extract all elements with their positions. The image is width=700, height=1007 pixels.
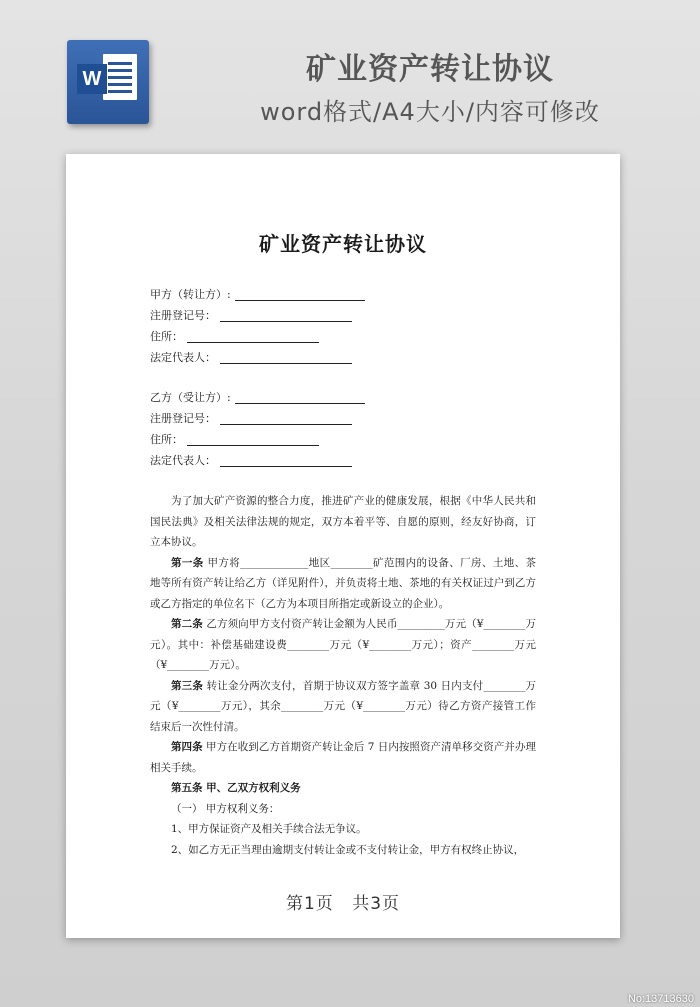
party-b-reg-field [220, 411, 352, 425]
article-3 [150, 676, 536, 738]
article-1 [150, 553, 536, 615]
article-4-text: 甲方在收到乙方首期资产转让金后 7 日内按照资产清单移交资产并办理相关手续。 [150, 741, 536, 774]
page-subtitle: word格式/A4大小/内容可修改 [260, 98, 600, 126]
party-a-address-field [187, 329, 319, 343]
list-item: 2、如乙方无正当理由逾期支付转让金或不支付转让金，甲方有权终止协议， [171, 843, 525, 856]
party-b-rep-label: 法定代表人： [150, 454, 216, 467]
document-title: 矿业资产转让协议 [259, 232, 427, 256]
article-2-text: 乙方须向甲方支付资产转让金额为人民币_________万元（¥________万元）。其中：补偿基础建设费________万元（¥________万元）；资产________万元（¥________万元）。 [150, 618, 536, 671]
article-4-head: 第四条 [171, 741, 203, 753]
party-a-name-field [235, 287, 365, 301]
article-1-head: 第一条 [171, 556, 204, 569]
party-a-rep-label: 法定代表人： [150, 351, 216, 364]
word-letter: W [77, 64, 107, 94]
page-indicator [66, 889, 620, 914]
party-b-address-field [187, 432, 319, 446]
party-a-rep-field [220, 350, 352, 364]
party-b-name-field [235, 390, 365, 404]
article-3-text: 转让金分两次支付，首期于协议双方签字盖章 30 日内支付________万元（¥________万元），其余________万元（¥________万元）待乙方资产接管工作结束后一次性付清。 [150, 679, 536, 733]
party-a-reg-field [220, 308, 352, 322]
party-a-block [150, 284, 365, 368]
section-1-heading: （一） 甲方权利义务： [171, 802, 280, 815]
intro-paragraph: 为了加大矿产资源的整合力度，推进矿产业的健康发展，根据《中华人民共和国民法典》及相关法律法规的规定，双方本着平等、自愿的原则，经友好协商，订立本协议。 [150, 495, 536, 548]
page-title: 矿业资产转让协议 [306, 52, 554, 87]
page-total: 共3页 [352, 894, 401, 914]
party-a-address-label: 住所： [150, 330, 183, 343]
party-a-reg-label: 注册登记号： [150, 309, 216, 322]
article-3-head: 第三条 [171, 679, 204, 692]
party-a-name-label: 甲方（转让方）: [150, 288, 231, 301]
article-5-head: 第五条 甲、乙双方权利义务 [171, 782, 301, 794]
article-4 [150, 737, 536, 778]
image-id-stamp: No:13713630 [627, 993, 694, 1005]
party-b-rep-field [220, 453, 352, 467]
word-icon [67, 40, 149, 124]
party-b-address-label: 住所： [150, 433, 183, 446]
page-current: 第1页 [285, 894, 334, 914]
document-body [150, 491, 536, 860]
document-page [66, 154, 620, 938]
party-b-name-label: 乙方（受让方）: [150, 391, 231, 404]
document-lines-icon [103, 54, 137, 100]
article-1-text: 甲方将_____________地区________矿范围内的设备、厂房、土地、茶地等所有资产转让给乙方（详见附件），并负责将土地、茶地的有关权证过户到乙方或乙方指定的单位名下（乙方为本项目所指定或新设立的企业）。 [150, 556, 537, 610]
list-item: 1、甲方保证资产及相关手续合法无争议。 [171, 823, 367, 835]
party-b-reg-label: 注册登记号： [150, 412, 216, 425]
party-b-block [150, 387, 365, 471]
article-2-head: 第二条 [171, 618, 203, 630]
article-2 [150, 614, 536, 676]
